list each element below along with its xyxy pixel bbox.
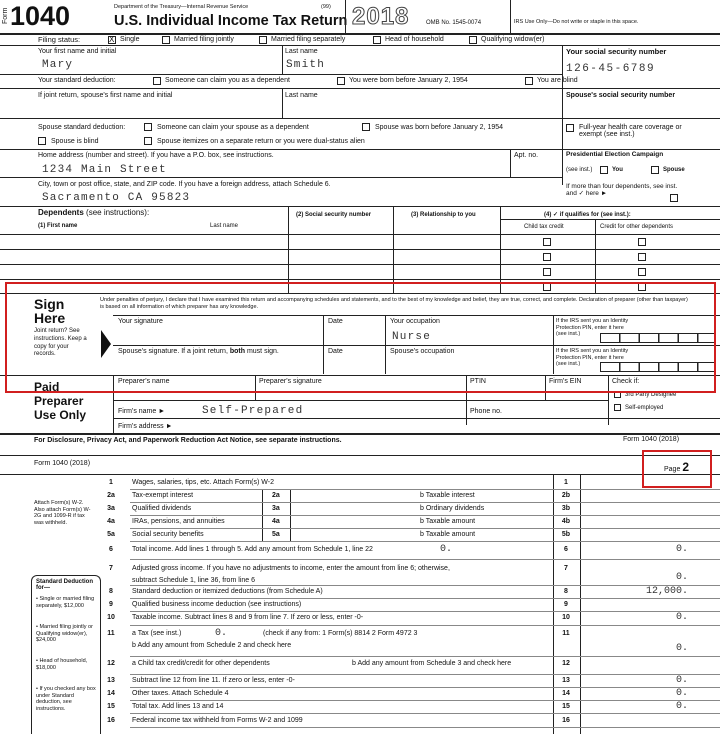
disclosure-notice: For Disclosure, Privacy Act, and Paperwork Reduction Act Notice, see separate instructions. (34, 437, 342, 444)
blind-label: You are blind (537, 77, 578, 84)
std-item-joint: • Married filing jointly or Qualifying widow(er), $24,000 (36, 624, 93, 644)
born-before-label: You were born before January 2, 1954 (349, 77, 468, 84)
filing-status-label: Filing status: (38, 35, 81, 44)
spouse-itemizes-label: Spouse itemizes on a separate return or you were dual-status alien (157, 138, 365, 145)
line-text: a Tax (see inst.) (132, 630, 182, 637)
amount-box-number: 11 (562, 630, 570, 637)
line-number: 4a (107, 518, 115, 525)
line-amount[interactable]: 0. (675, 544, 688, 555)
preparer-name-label: Preparer's name (118, 378, 170, 385)
standard-deduction-box (31, 575, 101, 734)
amount-box-number: 9 (564, 601, 568, 608)
std-item-head: • Head of household, $18,000 (36, 658, 88, 671)
filing-status-row (0, 34, 720, 45)
line-separator (130, 713, 720, 714)
line-number: 7 (109, 565, 113, 572)
line-text: Other taxes. Attach Schedule 4 (132, 690, 229, 697)
dep2-other-checkbox[interactable] (638, 253, 646, 261)
line-separator (130, 674, 720, 675)
sub-box-divider (262, 490, 263, 502)
spouse-blind-checkbox[interactable] (38, 137, 46, 145)
line-text: Wages, salaries, tips, etc. Attach Form(s) W-2 (132, 479, 274, 486)
spouse-born-checkbox[interactable] (362, 123, 370, 131)
line-inline-amount[interactable]: 0. (440, 544, 453, 555)
page-number: Page 2 (664, 460, 689, 474)
line-text: Tax-exempt interest (132, 492, 194, 499)
line-sub-number: 5a (272, 531, 280, 538)
dep2-child-checkbox[interactable] (543, 253, 551, 261)
amount-box-number: 12 (562, 660, 570, 667)
line-text: Total income. Add lines 1 through 5. Add any amount from Schedule 1, line 22 (132, 546, 373, 553)
married-jointly-checkbox[interactable] (162, 36, 170, 44)
line-b-text: b Taxable amount (420, 518, 476, 525)
line-number: 16 (107, 717, 115, 724)
line-number: 5a (107, 531, 115, 538)
single-label: Single (120, 36, 140, 43)
pec-you-label: You (612, 167, 623, 173)
spouse-occupation-label: Spouse's occupation (390, 348, 455, 355)
line-text: Total tax. Add lines 13 and 14 (132, 703, 224, 710)
line-text: Standard deduction or itemized deductions (from Schedule A) (132, 588, 323, 595)
sub-box-divider (290, 490, 291, 502)
sign-side-note: Joint return? See instructions. Keep a copy for your records. (34, 328, 87, 358)
preparer-title-3: Use Only (34, 408, 87, 422)
line-text: Taxable income. Subtract lines 8 and 9 from line 7. If zero or less, enter -0- (132, 614, 364, 621)
line-number: 13 (107, 677, 115, 684)
spouse-blind-label: Spouse is blind (51, 138, 99, 145)
line-sub-number: 3a (272, 505, 280, 512)
line-separator (130, 625, 720, 626)
line-separator (130, 598, 720, 599)
spouse-dependent-checkbox[interactable] (144, 123, 152, 131)
line-separator (130, 559, 720, 560)
line-amount[interactable]: 0. (675, 572, 688, 583)
line-separator (130, 489, 720, 490)
city-value[interactable]: Sacramento CA 95823 (42, 192, 191, 204)
department-line: Department of the Treasury—Internal Revenue Service (114, 4, 249, 10)
line-separator (130, 528, 720, 529)
line-number: 10 (107, 614, 115, 621)
line-text: Federal income tax withheld from Forms W-2 and 1099 (132, 717, 303, 724)
third-party-label: 3rd Party Designee (625, 392, 677, 398)
line-number: 14 (107, 690, 115, 697)
sign-title-2: Here (34, 310, 66, 326)
line-sub-number: 4a (272, 518, 280, 525)
line-number: 15 (107, 703, 115, 710)
pec-you-checkbox[interactable] (600, 166, 608, 174)
line-number: 12 (107, 660, 115, 667)
pec-title: Presidential Election Campaign (566, 151, 664, 158)
tax-year: 2018 (352, 3, 410, 30)
spouse-date-label: Date (328, 348, 343, 355)
line-b-text: b Taxable interest (420, 492, 475, 499)
line-separator (130, 585, 720, 586)
your-signature-label: Your signature (118, 318, 163, 325)
line-number: 1 (109, 479, 113, 486)
preparer-title: Paid (34, 380, 60, 394)
sign-date-label: Date (328, 318, 343, 325)
pec-spouse-checkbox[interactable] (651, 166, 659, 174)
amount-box-number: 16 (562, 717, 570, 724)
amount-box-number: 2b (561, 492, 571, 499)
line-b-text: b Ordinary dividends (420, 505, 485, 512)
line-text: Social security benefits (132, 531, 204, 538)
line-separator (130, 687, 720, 688)
line-separator (130, 515, 720, 516)
city-label: City, town or post office, state, and ZIP code. If you have a foreign address, attach Schedule 6. (38, 181, 331, 188)
dep-col-other-credit: Credit for other dependents (600, 224, 674, 230)
firm-name-value[interactable]: Self-Prepared (202, 405, 304, 417)
check-if-label: Check if: (612, 378, 640, 385)
line-amount[interactable]: 0. (675, 675, 688, 686)
spouse-born-label: Spouse was born before January 2, 1954 (375, 124, 504, 131)
form-title: U.S. Individual Income Tax Return (114, 13, 348, 29)
sub-box-divider (262, 516, 263, 528)
line-separator (130, 502, 720, 503)
amount-box-number: 7 (564, 565, 568, 572)
your-occupation-value[interactable]: Nurse (392, 331, 432, 343)
line-separator (130, 727, 720, 728)
dep3-other-checkbox[interactable] (638, 268, 646, 276)
form-code: (99) (321, 4, 331, 10)
dep1-child-checkbox[interactable] (543, 238, 551, 246)
page2-form-ref: Form 1040 (2018) (34, 460, 91, 467)
dep3-child-checkbox[interactable] (543, 268, 551, 276)
penalty-statement: Under penalties of perjury, I declare that I have examined this return and accompanying schedules and statements, and to the best of my knowledge and belief, they are true, correct, and complete. Declaration of preparer (other than taxpayer) is based on all information of which preparer has any knowledge. (100, 297, 688, 310)
more-dependents-checkbox[interactable] (670, 194, 678, 202)
spouse-signature-label: Spouse's signature. If a joint return, both must sign. (118, 348, 279, 355)
form-word: Form (2, 7, 9, 24)
claimed-dependent-checkbox[interactable] (153, 77, 161, 85)
firm-address-label: Firm's address ► (118, 423, 173, 430)
amount-box-number: 15 (562, 703, 570, 710)
head-household-label: Head of household (385, 36, 444, 43)
line-text-2: b Add any amount from Schedule 2 and check here (132, 642, 292, 649)
claimed-dependent-label: Someone can claim you as a dependent (165, 77, 290, 84)
standard-deduction-label: Your standard deduction: (38, 77, 116, 84)
amount-box-number: 4b (561, 518, 571, 525)
amount-box-number: 5b (561, 531, 571, 538)
amount-box-number: 14 (562, 690, 570, 697)
health-coverage-checkbox[interactable] (566, 124, 574, 132)
form-number: 1040 (10, 1, 71, 31)
apt-label: Apt. no. (514, 152, 539, 159)
line-number: 2a (107, 492, 115, 499)
amount-box-number: 13 (562, 677, 570, 684)
line-text: a Child tax credit/credit for other dependents (132, 660, 270, 667)
amount-box-number: 10 (562, 614, 570, 621)
ssn-label: Your social security number (566, 47, 667, 56)
line-separator (130, 700, 720, 701)
spouse-last-label: Last name (285, 92, 318, 99)
line-number: 6 (109, 546, 113, 553)
dep-col-ssn: (2) Social security number (296, 212, 372, 218)
spouse-dependent-label: Someone can claim your spouse as a dependent (157, 124, 309, 131)
ssn-value[interactable]: 126-45-6789 (566, 63, 656, 75)
spouse-ip-pin-label: If the IRS sent you an Identity Protection PIN, enter it here (see inst.) (556, 348, 629, 368)
amount-box-number: 6 (564, 546, 568, 553)
omb-number: OMB No. 1545-0074 (426, 20, 482, 26)
qualifying-widow-checkbox[interactable] (469, 36, 477, 44)
sign-title: Sign (34, 296, 65, 312)
sub-box-divider (262, 503, 263, 515)
line-text: IRAs, pensions, and annuities (132, 518, 225, 525)
attach-w2-note: Attach Form(s) W-2. Also attach Form(s) W-2G and 1099-R if tax was withheld. (34, 500, 91, 526)
line-sub-number: 2a (272, 492, 280, 499)
line-option-text: (check if any from: 1 Form(s) 8814 2 Form 4972 3 (263, 630, 418, 637)
pec-text: (see inst.) (566, 167, 593, 173)
self-employed-label: Self-employed (625, 405, 664, 411)
dep-col-relationship: (3) Relationship to you (411, 212, 476, 218)
more-dependents-label: If more than four dependents, see inst. and ✓ here ► (566, 183, 678, 197)
dep-col-qualifies: (4) ✓ if qualifies for (see inst.): (544, 212, 631, 218)
firm-name-label: Firm's name ► (118, 408, 166, 415)
line-separator (130, 656, 720, 657)
home-address-value[interactable]: 1234 Main Street (42, 164, 167, 176)
spouse-itemizes-checkbox[interactable] (144, 137, 152, 145)
dependents-title: Dependents (see instructions): (38, 208, 150, 217)
sign-here-highlight (5, 282, 716, 393)
dep-col-first: (1) First name (38, 223, 78, 229)
amount-box-number: 8 (564, 588, 568, 595)
line-amount[interactable]: 0. (675, 701, 688, 712)
line-amount[interactable]: 0. (675, 688, 688, 699)
line-separator (130, 541, 720, 542)
first-name-label: Your first name and initial (38, 48, 117, 55)
amount-box-number: 1 (564, 479, 568, 486)
head-household-checkbox[interactable] (373, 36, 381, 44)
line-number: 8 (109, 588, 113, 595)
first-name-value[interactable]: Mary (42, 59, 74, 71)
page-number-highlight (642, 450, 712, 488)
your-occupation-label: Your occupation (390, 318, 440, 325)
blind-checkbox[interactable] (525, 77, 533, 85)
form-header (0, 0, 720, 33)
sub-box-divider (262, 529, 263, 541)
qualifying-widow-label: Qualifying widow(er) (481, 36, 545, 43)
married-separately-label: Married filing separately (271, 36, 346, 43)
home-address-label: Home address (number and street). If you have a P.O. box, see instructions. (38, 152, 274, 159)
line-number: 3a (107, 505, 115, 512)
ptin-label: PTIN (470, 378, 486, 385)
single-checkbox[interactable]: X (109, 35, 115, 44)
spouse-ssn-label: Spouse's social security number (566, 92, 676, 99)
line-text: Subtract line 12 from line 11. If zero or less, enter -0- (132, 677, 295, 684)
self-employed-checkbox[interactable] (614, 404, 621, 411)
spouse-name-label: If joint return, spouse's first name and initial (38, 92, 173, 99)
last-name-label: Last name (285, 48, 318, 55)
line-amount[interactable]: 0. (675, 612, 688, 623)
irs-use-only: IRS Use Only—Do not write or staple in this space. (514, 19, 639, 25)
sub-box-divider (290, 503, 291, 515)
married-jointly-label: Married filing jointly (174, 36, 234, 43)
spouse-std-label: Spouse standard deduction: (38, 124, 126, 131)
preparer-signature-label: Preparer's signature (259, 378, 322, 385)
std-item-single: • Single or married filing separately, $12,000 (36, 596, 95, 609)
dep1-other-checkbox[interactable] (638, 238, 646, 246)
line-text: Qualified dividends (132, 505, 192, 512)
amount-box-number: 3b (561, 505, 571, 512)
sub-box-divider (290, 516, 291, 528)
phone-label: Phone no. (470, 408, 502, 415)
line-inline-amount[interactable]: 0. (215, 628, 228, 639)
page1-form-ref: Form 1040 (2018) (623, 436, 680, 443)
line-amount[interactable]: 12,000. (645, 586, 688, 597)
married-separately-checkbox[interactable] (259, 36, 267, 44)
line-text-2: subtract Schedule 1, line 36, from line 6 (132, 577, 255, 584)
line-text: Adjusted gross income. If you have no adjustments to income, enter the amount from line 6; otherwise, (132, 565, 450, 572)
dep-col-child-credit: Child tax credit (524, 224, 564, 230)
born-before-checkbox[interactable] (337, 77, 345, 85)
line-text: Qualified business income deduction (see instructions) (132, 601, 302, 608)
line-b-text: b Taxable amount (420, 531, 476, 538)
line-number: 11 (107, 630, 115, 637)
line-amount[interactable]: 0. (675, 643, 688, 654)
sub-box-divider (290, 529, 291, 541)
ip-pin-label: If the IRS sent you an Identity Protection PIN, enter it here (see inst.) (556, 318, 629, 338)
std-item-other: • If you checked any box under Standard deduction, see instructions. (36, 686, 96, 712)
pec-spouse-label: Spouse (663, 167, 685, 173)
dep-col-last: Last name (210, 223, 239, 229)
line-option-text: b Add any amount from Schedule 3 and check here (352, 660, 512, 667)
std-box-title: Standard Deduction for— (36, 579, 94, 592)
health-coverage-label: Full-year health care coverage or exempt (see inst.) (579, 124, 682, 139)
line-separator (130, 611, 720, 612)
line-number: 9 (109, 601, 113, 608)
preparer-title-2: Preparer (34, 394, 84, 408)
last-name-value[interactable]: Smith (286, 59, 326, 71)
firm-ein-label: Firm's EIN (549, 378, 582, 385)
